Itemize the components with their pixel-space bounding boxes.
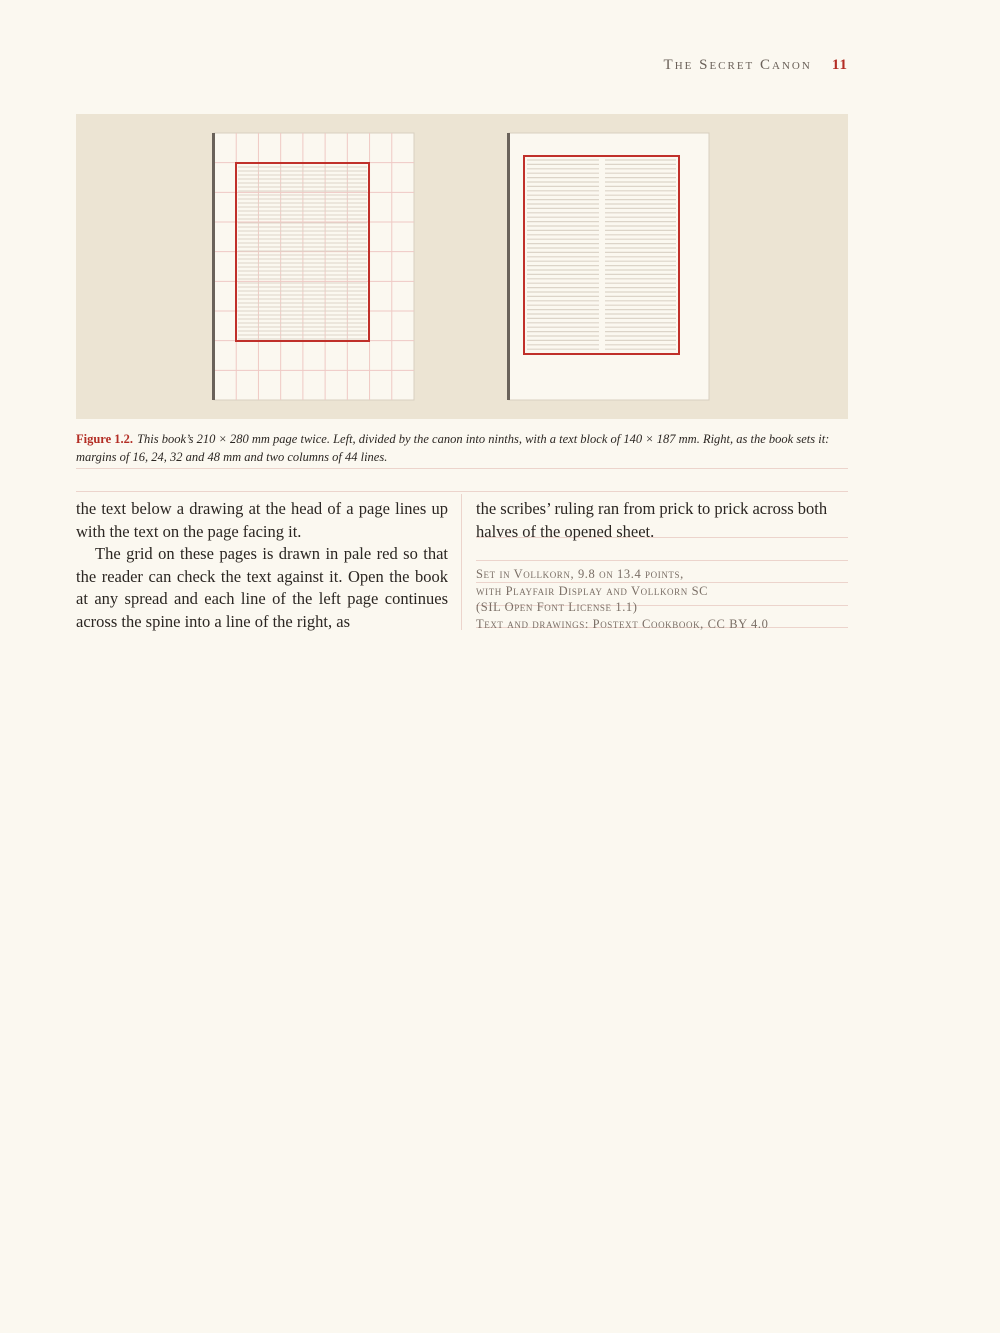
figure-caption-text: This book’s 210 × 280 mm page twice. Left, divided by the canon into ninths, with a text block of 140 × 187 mm. Right, as the book sets it: margins of 16, 24, 32 and 48 mm and two columns of 44 lines.	[76, 432, 830, 464]
colophon-line: with Playfair Display and Vollkorn SC	[476, 583, 709, 598]
body-paragraph: the text below a drawing at the head of a page lines up with the text on the page facing it.	[76, 499, 448, 541]
colophon	[476, 566, 848, 633]
baseline-rule	[76, 468, 848, 469]
right-page-diagram	[507, 133, 709, 400]
baseline-rule	[76, 491, 848, 492]
column-gutter-rule	[461, 494, 462, 630]
left-text-column	[76, 498, 448, 634]
colophon-line: (SIL Open Font License 1.1)	[476, 600, 638, 615]
left-page-diagram	[212, 133, 414, 400]
figure-label: Figure 1.2.	[76, 432, 134, 446]
page-number: 11	[831, 57, 848, 73]
figure-caption	[76, 430, 848, 466]
figure-canvas	[76, 114, 848, 419]
right-page-spine	[507, 133, 510, 400]
body-paragraph: the scribes’ ruling ran from prick to prick across both halves of the opened sheet.	[476, 499, 828, 541]
body-paragraph: The grid on these pages is drawn in pale red so that the reader can check the text against it. Open the book at any spread and each line of the left page continues across the spine into a line of the right, as	[76, 544, 448, 631]
baseline-rule	[476, 560, 848, 561]
colophon-line: Text and drawings: Postext Cookbook, CC BY 4.0	[476, 617, 769, 632]
left-page-spine	[212, 133, 215, 400]
running-head	[664, 57, 848, 74]
running-head-title: The Secret Canon	[663, 57, 812, 73]
right-text-column	[476, 498, 848, 543]
page-canon-diagram	[76, 114, 848, 419]
colophon-line: Set in Vollkorn, 9.8 on 13.4 points,	[476, 567, 684, 581]
